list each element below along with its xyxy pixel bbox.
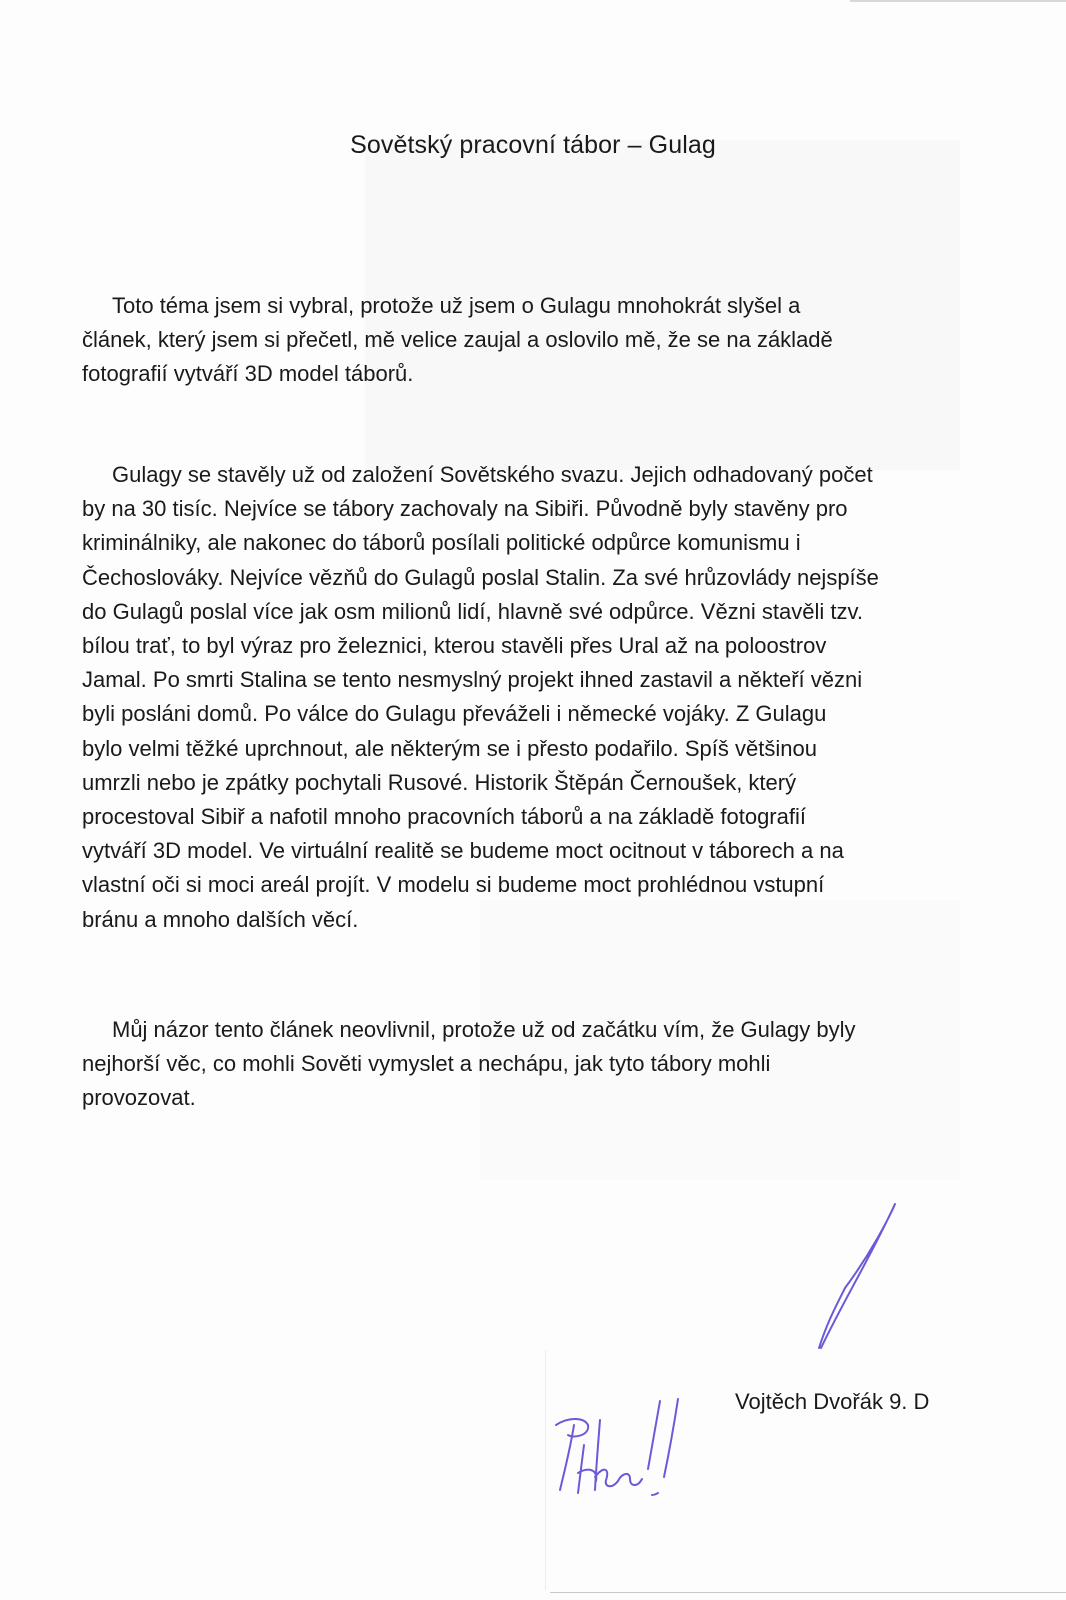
paragraph-line: byli posláni domů. Po válce do Gulagu převáželi i německé vojáky. Z Gulagu <box>82 701 827 727</box>
document-title: Sovětský pracovní tábor – Gulag <box>350 131 716 159</box>
scan-edge-line <box>545 1350 546 1590</box>
paragraph-line: umrzli nebo je zpátky pochytali Rusové. Historik Štěpán Černoušek, který <box>82 769 797 795</box>
paragraph-line: do Gulagů poslal více jak osm milionů lidí, hlavně své odpůrce. Vězni stavěli tzv. <box>82 598 863 624</box>
paragraph-body <box>82 458 962 937</box>
author-name: Vojtěch Dvořák 9. D <box>735 1389 930 1414</box>
paragraph-line: Můj názor tento článek neovlivnil, protože už od začátku vím, že Gulagy byly <box>112 1017 856 1042</box>
paragraph-line: nejhorší věc, co mohli Sověti vymyslet a nechápu, jak tyto tábory mohli <box>82 1051 771 1077</box>
paragraph-line: článek, který jsem si přečetl, mě velice zaujal a oslovilo mě, že se na základě <box>82 327 833 353</box>
paragraph-line: procestoval Sibiř a nafotil mnoho pracovních táborů a na základě fotografií <box>82 804 806 830</box>
scan-edge-line <box>850 0 1066 2</box>
paragraph-line: vytváří 3D model. Ve virtuální realitě se budeme moct ocitnout v táborech a na <box>82 838 844 864</box>
paragraph-line: Toto téma jsem si vybral, protože už jsem o Gulagu mnohokrát slyšel a <box>112 293 801 318</box>
paragraph-intro <box>82 289 962 392</box>
paragraph-line: bylo velmi těžké uprchnout, ale některým se i přesto podařilo. Spíš většinou <box>82 735 817 761</box>
paragraph-opinion <box>82 1013 962 1116</box>
paragraph-line: fotografií vytváří 3D model táborů. <box>82 361 414 387</box>
scan-edge-line <box>550 1592 1066 1593</box>
paragraph-line: vlastní oči si moci areál projít. V modelu si budeme moct prohlédnou vstupní <box>82 872 825 898</box>
paragraph-line: bílou trať, to byl výraz pro železnici, kterou stavěli přes Ural až na poloostrov <box>82 633 827 659</box>
paragraph-line: Čechoslováky. Nejvíce vězňů do Gulagů poslal Stalin. Za své hrůzovlády nejspíše <box>82 564 879 590</box>
paragraph-line: bránu a mnoho dalších věcí. <box>82 906 359 932</box>
paragraph-line: Gulagy se stavěly už od založení Sovětského svazu. Jejich odhadovaný počet <box>112 462 873 487</box>
teacher-handwritten-mark <box>548 1395 693 1505</box>
paragraph-line: kriminálniky, ale nakonec do táborů posílali politické odpůrce komunismu i <box>82 530 801 556</box>
paragraph-line: provozovat. <box>82 1085 196 1111</box>
paragraph-line: by na 30 tisíc. Nejvíce se tábory zachovaly na Sibiři. Původně byly stavěny pro <box>82 496 848 522</box>
signature-mark <box>815 1198 925 1368</box>
paragraph-line: Jamal. Po smrti Stalina se tento nesmyslný projekt ihned zastavil a někteří vězni <box>82 667 863 693</box>
